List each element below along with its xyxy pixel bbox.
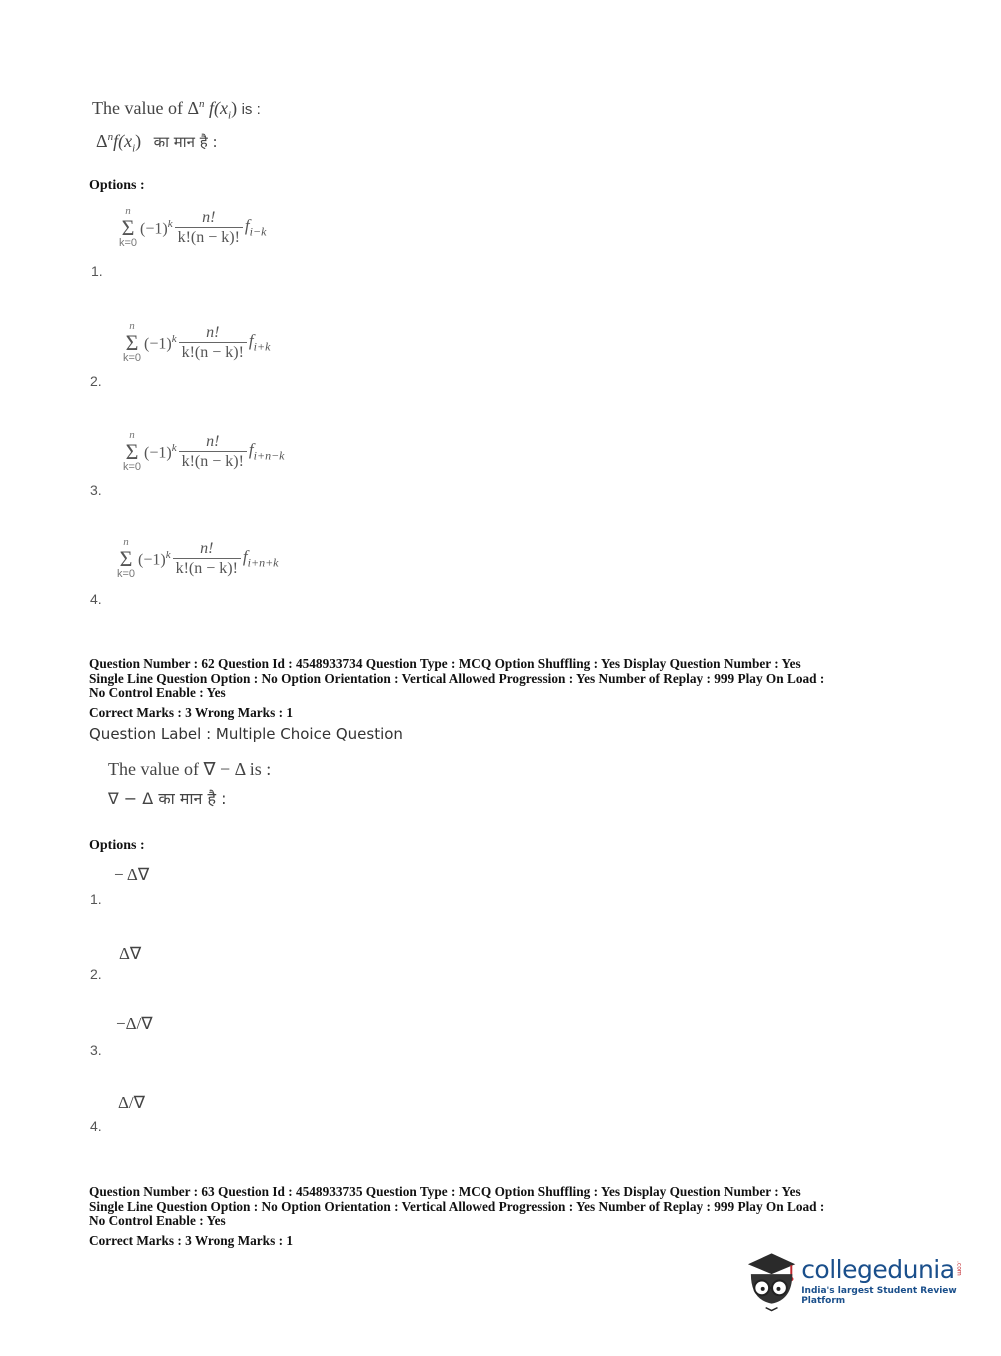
q61-option-4-number: 4.: [90, 591, 102, 607]
q62-option-3-number: 3.: [90, 1042, 102, 1058]
q62-option-4-number: 4.: [90, 1118, 102, 1134]
q61-text-en: The value of $\Delta^n$ $f(x_i)$ is :: [92, 98, 261, 122]
q62-option-2-number: 2.: [90, 966, 102, 982]
q63-meta-line-1: Question Number : 63 Question Id : 4548933735 Question Type : MCQ Option Shuffling : Yes Display Question Number : Yes: [89, 1184, 801, 1199]
q61-option-3-number: 3.: [90, 482, 102, 498]
q62-option-4-value[interactable]: Δ/∇: [118, 1093, 146, 1112]
q62-options-header: Options :: [89, 838, 145, 853]
q62-meta: [89, 657, 824, 701]
q61-options-header: Options :: [89, 178, 145, 193]
q63-meta: [89, 1185, 824, 1229]
logo-wordmark: collegedunia: [801, 1254, 955, 1284]
mascot-icon: [742, 1250, 799, 1312]
q62-meta-line-2: Single Line Question Option : No Option Orientation : Vertical Allowed Progression : Yes Number of Replay : 999 Play On Load :: [89, 670, 825, 686]
logo-suffix: .com: [955, 1260, 963, 1276]
q62-option-3-value[interactable]: −Δ/∇: [116, 1014, 153, 1033]
q62-text-en: The value of ∇ − Δ is :: [108, 759, 272, 779]
q61-option-1-formula[interactable]: n Σ k=0 $(-1)^k$ $\frac{n!}{k!(n - k)!}$ $f_{i-k}$: [118, 205, 267, 249]
q61-option-1-number: 1.: [91, 263, 103, 279]
logo-tagline: India's largest Student Review Platform: [801, 1285, 957, 1306]
q62-option-2-value[interactable]: Δ∇: [119, 944, 142, 963]
q63-marks: Correct Marks : 3 Wrong Marks : 1: [89, 1233, 293, 1248]
q62-meta-line-3: No Control Enable : Yes: [89, 685, 226, 700]
q62-question-label: Question Label : Multiple Choice Question: [89, 725, 403, 743]
q62-option-1-value[interactable]: − Δ∇: [114, 865, 150, 884]
q61-option-4-formula[interactable]: n Σ k=0 $(-1)^k$ $\frac{n!}{k!(n - k)!}$ $f_{i+n+k}$: [116, 536, 279, 580]
q63-meta-line-3: No Control Enable : Yes: [89, 1213, 226, 1228]
q61-option-2-number: 2.: [90, 373, 102, 389]
q62-option-1-number: 1.: [90, 891, 102, 907]
q61-option-2-formula[interactable]: n Σ k=0 $(-1)^k$ $\frac{n!}{k!(n - k)!}$ $f_{i+k}$: [122, 320, 271, 364]
collegedunia-logo[interactable]: [742, 1250, 1001, 1312]
q61-option-3-formula[interactable]: n Σ k=0 $(-1)^k$ $\frac{n!}{k!(n - k)!}$ $f_{i+n-k}$: [122, 429, 285, 473]
q61-text-hi: $\Delta^nf(x_i)$ का मान है :: [96, 131, 218, 155]
q62-meta-line-1: Question Number : 62 Question Id : 4548933734 Question Type : MCQ Option Shuffling : Yes Display Question Number : Yes: [89, 656, 801, 671]
q62-text-hi: ∇ − Δ का मान है :: [108, 789, 227, 808]
q63-meta-line-2: Single Line Question Option : No Option Orientation : Vertical Allowed Progression : Yes Number of Replay : 999 Play On Load :: [89, 1198, 825, 1214]
q62-marks: Correct Marks : 3 Wrong Marks : 1: [89, 705, 293, 720]
